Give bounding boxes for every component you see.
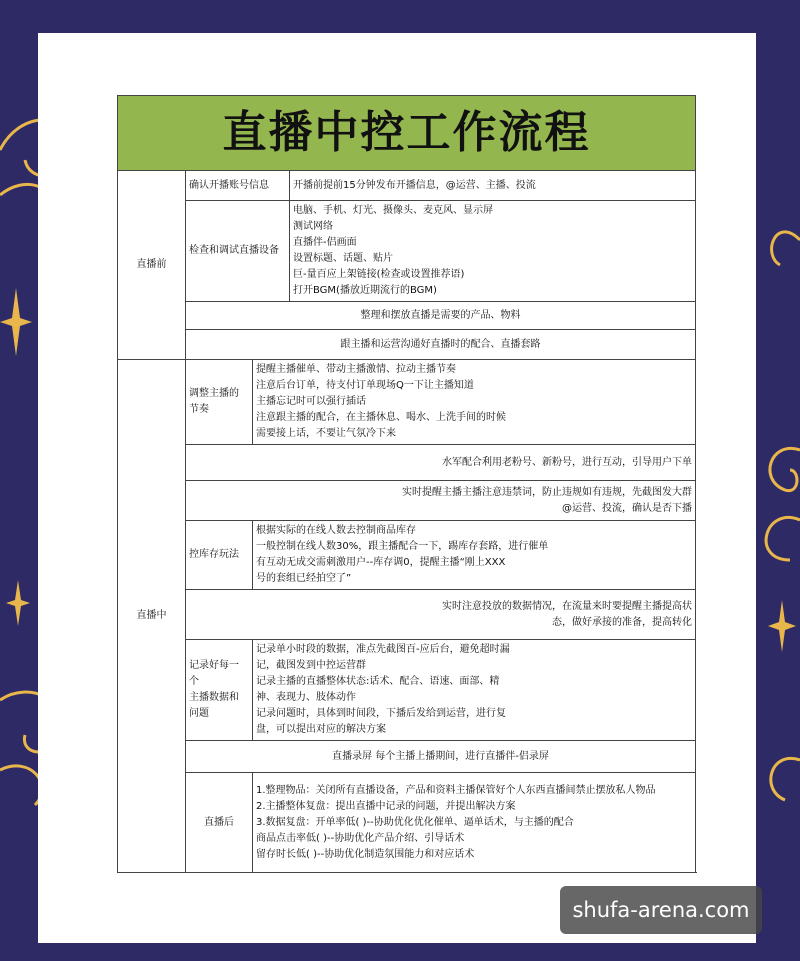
task-check-devices: 检查和调试直播设备 <box>186 201 290 302</box>
text-line: 记，截图发到中控运营群 <box>256 660 366 671</box>
row-screen-record: 直播录屏 每个主播上播期间，进行直播伴-侣录屏 <box>186 741 696 773</box>
row-communicate: 跟主播和运营沟通好直播时的配合、直播套路 <box>186 330 696 360</box>
text-line: 电脑、手机、灯光、摄像头、麦克风、显示屏 <box>293 205 493 216</box>
text-line: 记录问题时，具体到时间段，下播后发给到运营，进行复 <box>256 708 506 719</box>
phase-during-label: 直播中 <box>118 360 186 873</box>
phase-after-label: 直播后 <box>186 773 253 873</box>
text-line: 直播伴-侣画面 <box>293 237 357 248</box>
detail-confirm-account: 开播前提前15分钟发布开播信息，@运营、主播、投流 <box>290 171 696 201</box>
right-mid-cloud-icon-2 <box>766 517 800 560</box>
text-line: 打开BGM(播放近期流行的BGM) <box>293 285 437 296</box>
text-line: 3.数据复盘：开单率低( )--协助优化优化催单、逼单话术，与主播的配合 <box>256 816 574 828</box>
task-adjust-rhythm: 调整主播的 节奏 <box>186 360 253 445</box>
row-data-watch: 实时注意投放的数据情况，在流量来时要提醒主播提高状 态，做好承接的准备，提高转化 <box>186 590 696 640</box>
text-line: 2.主播整体复盘：提出直播中记录的问题，并提出解决方案 <box>256 800 516 812</box>
star-icon-left-2 <box>6 580 30 626</box>
text-line: 注意后台订单，待支付订单现场Q一下让主播知道 <box>256 380 474 391</box>
row-violation-reminder: 实时提醒主播主播注意违禁词，防止违规如有违规，先截图发大群 @运营、投流，确认是否下播 <box>186 481 696 521</box>
star-icon-right-1 <box>768 600 796 652</box>
text-line: 记录单小时段的数据，准点先截图百-应后台，避免超时漏 <box>256 644 510 655</box>
text-line: 神、表现力、肢体动作 <box>256 692 356 703</box>
workflow-table <box>117 95 696 873</box>
row-prepare-products: 整理和摆放直播是需要的产品、物料 <box>186 302 696 330</box>
detail-stock-control <box>253 521 696 590</box>
text-line: 1.整理物品：关闭所有直播设备，产品和资料主播保管好个人东西直播间禁止摆放私人物品 <box>256 784 656 796</box>
text-line: 根据实际的在线人数去控制商品库存 <box>256 525 416 536</box>
text-line: 设置标题、话题、贴片 <box>293 253 393 264</box>
star-icon-left-1 <box>0 288 32 356</box>
task-stock-control: 控库存玩法 <box>186 521 253 590</box>
text-line: 测试网络 <box>293 221 333 232</box>
text-line: 一般控制在线人数30%，跟主播配合一下，踢库存套路，进行催单 <box>256 541 549 552</box>
text-line: 盘，可以提出对应的解决方案 <box>256 724 386 735</box>
right-top-cloud-icon <box>772 232 800 265</box>
phase-before-label: 直播前 <box>118 171 186 360</box>
text-line: 提醒主播催单、带动主播激情、拉动主播节奏 <box>256 364 456 375</box>
text-line: 巨-量百应上架链接(检查或设置推荐语) <box>293 269 465 280</box>
row-fans-interaction: 水军配合利用老粉号、新粉号，进行互动，引导用户下单 <box>186 445 696 481</box>
detail-after-review <box>253 773 696 873</box>
watermark-badge: shufa-arena.com <box>560 886 762 934</box>
detail-record-data <box>253 640 696 741</box>
right-mid-cloud-icon <box>770 448 800 490</box>
text-line: 有互动无成交需刺激用户--库存调0，提醒主播“刚上XXX <box>256 557 506 568</box>
detail-adjust-rhythm <box>253 360 696 445</box>
text-line: 留存时长低( )--协助优化制造氛围能力和对应话术 <box>256 848 475 860</box>
page-title: 直播中控工作流程 <box>118 96 696 171</box>
task-record-data: 记录好每一 个 主播数据和 问题 <box>186 640 253 741</box>
detail-check-devices <box>290 201 696 302</box>
text-line: 记录主播的直播整体状态:话术、配合、语速、面部、精 <box>256 676 500 687</box>
text-line: 需要接上话，不要让气氛冷下来 <box>256 428 396 439</box>
task-confirm-account: 确认开播账号信息 <box>186 171 290 201</box>
right-bottom-cloud-icon <box>771 758 800 800</box>
text-line: 号的套组已经拍空了” <box>256 573 352 584</box>
text-line: 主播忘记时可以强行插话 <box>256 396 366 407</box>
left-bottom-cloud-icon-2 <box>0 766 42 805</box>
text-line: 商品点击率低( )--协助优化产品介绍、引导话术 <box>256 832 465 844</box>
text-line: 注意跟主播的配合，在主播休息、喝水、上洗手间的时候 <box>256 412 506 423</box>
